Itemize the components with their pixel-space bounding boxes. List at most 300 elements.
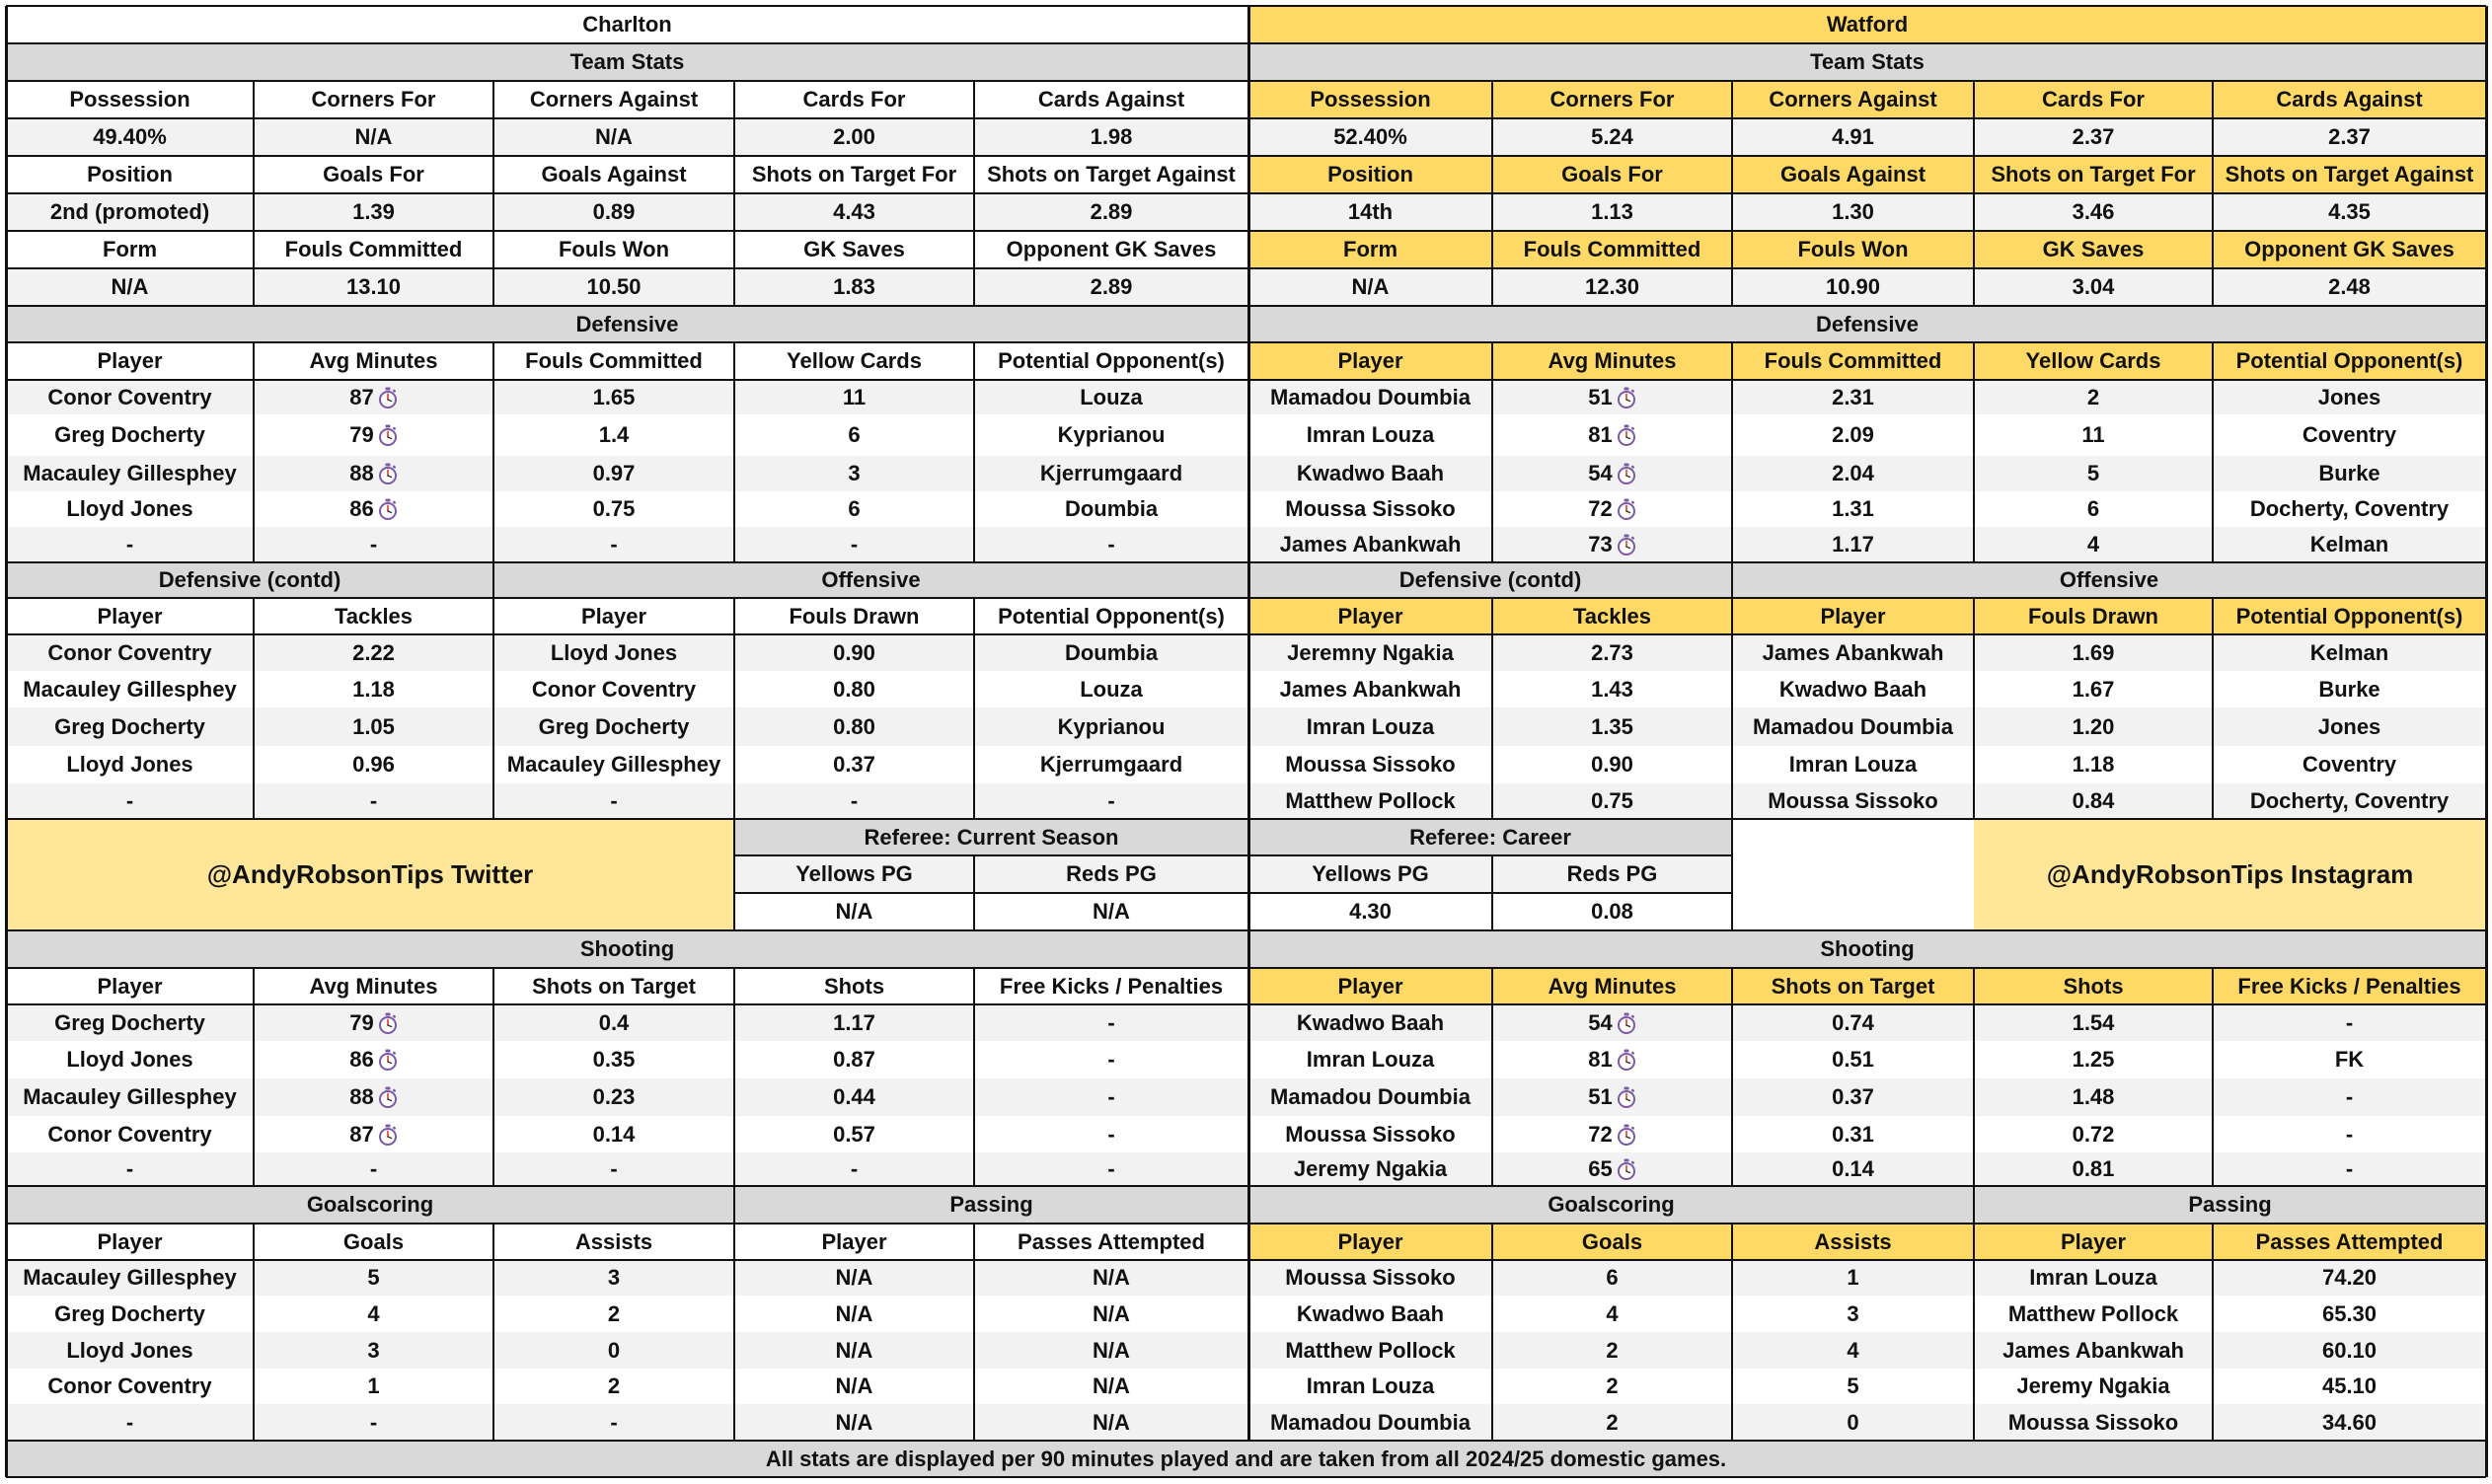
charlton-passing-cell-text: N/A <box>1093 1409 1130 1435</box>
watford-defensive-header-text: Yellow Cards <box>2025 348 2161 373</box>
grid-line <box>973 855 975 930</box>
charlton-goalscoring-cell-text: 5 <box>367 1265 380 1290</box>
charlton-passing-title-text: Passing <box>949 1192 1033 1217</box>
watford-passing-cell-text: Imran Louza <box>2029 1265 2157 1290</box>
watford-goalscoring-cell-text: Imran Louza <box>1306 1373 1435 1398</box>
watford-shooting-cell-text: - <box>2345 1009 2354 1035</box>
watford-defensive-contd-header <box>1492 598 1732 634</box>
charlton-passing-cell <box>974 1260 1248 1296</box>
grid-line <box>6 1476 2486 1478</box>
charlton-defensive-cell <box>493 456 734 491</box>
charlton-shooting-cell <box>974 1116 1248 1152</box>
charlton-defensive-contd-cell-text: 1.05 <box>352 713 395 739</box>
charlton-goalscoring-header <box>6 1224 254 1260</box>
watford-team-stat-label-text: Goals Against <box>1779 162 1926 186</box>
watford-defensive-cell-text: Burke <box>2318 461 2380 485</box>
watford-shooting-cell <box>1974 1152 2213 1186</box>
watford-defensive-cell-text: 81 <box>1588 422 1613 447</box>
charlton-shooting-cell <box>254 1004 493 1041</box>
grid-line <box>973 81 975 306</box>
grid-line <box>2212 968 2214 1186</box>
watford-shooting-cell <box>1248 1078 1492 1116</box>
grid-line <box>6 155 2486 157</box>
watford-defensive-cell <box>1248 380 1492 414</box>
watford-passing-cell-text: Jeremy Ngakia <box>2016 1373 2170 1398</box>
charlton-team-stat-value-text: N/A <box>354 124 393 149</box>
charlton-team-stat-value <box>6 118 254 156</box>
watford-defensive-cell <box>2213 380 2486 414</box>
watford-goalscoring-cell-text: 4 <box>1606 1300 1619 1326</box>
watford-offensive-cell <box>1732 746 1974 783</box>
watford-offensive-cell <box>1974 707 2213 746</box>
watford-team-stat-label <box>1248 231 1492 268</box>
watford-passing-cell-text: 74.20 <box>2321 1265 2378 1290</box>
charlton-passing-cell-text: N/A <box>1093 1265 1130 1290</box>
referee-current-header-text: Yellows PG <box>795 861 913 886</box>
charlton-team-stat-value <box>734 268 974 306</box>
grid-line <box>6 192 2486 194</box>
charlton-defensive-cell <box>974 456 1248 491</box>
charlton-shooting-cell-text: - <box>1107 1047 1115 1072</box>
grid-line <box>6 818 2486 820</box>
charlton-goalscoring-cell-text: - <box>125 1409 134 1435</box>
watford-shooting-title-text: Shooting <box>1820 936 1915 961</box>
watford-team-stat-value <box>1732 118 1974 156</box>
referee-career-value <box>1248 893 1492 930</box>
charlton-team-stat-value-text: 2nd (promoted) <box>49 199 210 224</box>
charlton-defensive-header-text: Avg Minutes <box>309 348 438 373</box>
charlton-team-stat-value-text: 2.89 <box>1090 199 1133 224</box>
watford-shooting-cell <box>1974 1041 2213 1078</box>
watford-defensive-cell <box>2213 527 2486 562</box>
watford-goalscoring-cell <box>1248 1369 1492 1404</box>
watford-defensive-cell-text: 1.17 <box>1832 532 1874 556</box>
grid-line <box>2212 81 2214 306</box>
watford-shooting-cell-text: Moussa Sissoko <box>1285 1121 1456 1147</box>
watford-offensive-cell-text: 1.67 <box>2072 676 2115 702</box>
charlton-goalscoring-cell <box>493 1369 734 1404</box>
referee-current-value <box>974 893 1248 930</box>
charlton-defensive-cell-text: 87 <box>349 384 374 409</box>
watford-shooting-cell <box>1492 1116 1732 1152</box>
stopwatch-icon <box>1617 534 1636 556</box>
referee-career-header-text: Reds PG <box>1566 861 1658 886</box>
grid-line <box>1491 855 1493 930</box>
watford-goalscoring-cell <box>1732 1332 1974 1369</box>
watford-offensive-cell-text: Jones <box>2317 713 2381 739</box>
watford-offensive-cell-text: 0.84 <box>2072 788 2115 813</box>
watford-passing-cell <box>1974 1296 2213 1332</box>
watford-team-stat-value <box>1974 118 2213 156</box>
footer-note <box>6 1441 2486 1477</box>
charlton-team-name-text: Charlton <box>582 12 672 37</box>
watford-defensive-header <box>1732 342 1974 380</box>
watford-offensive-header-text: Fouls Drawn <box>2027 603 2158 629</box>
charlton-team-stat-value-text: 10.50 <box>586 274 642 299</box>
charlton-defensive-cell-text: - <box>125 532 134 556</box>
grid-line <box>6 561 2486 563</box>
charlton-offensive-cell-text: - <box>610 788 618 813</box>
grid-line <box>492 342 494 562</box>
watford-offensive-cell-text: Kelman <box>2309 639 2389 665</box>
watford-goalscoring-header-text: Player <box>1337 1228 1403 1254</box>
charlton-offensive-title <box>493 562 1248 598</box>
watford-goalscoring-header <box>1492 1224 1732 1260</box>
footer-note-text: All stats are displayed per 90 minutes played and are taken from all 2024/25 domestic games. <box>765 1446 1727 1471</box>
watford-team-stat-label <box>1492 81 1732 118</box>
watford-team-stat-label <box>1492 156 1732 193</box>
charlton-team-stat-label-text: Form <box>103 237 157 261</box>
watford-offensive-cell <box>2213 634 2486 671</box>
charlton-passing-cell-text: N/A <box>1093 1300 1130 1326</box>
charlton-goalscoring-cell <box>254 1404 493 1441</box>
watford-shooting-cell <box>1492 1078 1732 1116</box>
watford-shooting-cell-text: 81 <box>1588 1047 1613 1072</box>
watford-defensive-header-text: Avg Minutes <box>1548 348 1677 373</box>
charlton-defensive-cell <box>734 380 974 414</box>
referee-current-title-text: Referee: Current Season <box>864 824 1119 850</box>
watford-team-stat-label-text: Cards For <box>2042 87 2145 111</box>
charlton-defensive-cell-text: Macauley Gillesphey <box>23 461 237 485</box>
watford-defensive-cell-text: 2.31 <box>1832 384 1874 409</box>
watford-shooting-cell-text: 65 <box>1588 1156 1613 1181</box>
watford-goalscoring-cell <box>1492 1369 1732 1404</box>
grid-line <box>253 1224 255 1441</box>
watford-defensive-cell <box>1492 380 1732 414</box>
watford-shooting-cell-text: 0.14 <box>1832 1156 1874 1181</box>
watford-team-stat-value-text: 2.48 <box>2328 274 2371 299</box>
watford-offensive-cell <box>1732 783 1974 819</box>
charlton-shooting-cell <box>734 1004 974 1041</box>
charlton-offensive-cell <box>734 707 974 746</box>
charlton-defensive-title-text: Defensive <box>575 311 679 336</box>
watford-shooting-cell <box>1492 1152 1732 1186</box>
charlton-shooting-cell-text: 0.23 <box>592 1084 636 1109</box>
watford-offensive-cell <box>1732 671 1974 707</box>
grid-line <box>973 1224 975 1441</box>
watford-offensive-cell <box>2213 783 2486 819</box>
watford-defensive-cell <box>1974 527 2213 562</box>
watford-defensive-header <box>2213 342 2486 380</box>
charlton-team-stats-title-text: Team Stats <box>569 49 685 74</box>
charlton-goalscoring-cell <box>254 1296 493 1332</box>
grid-line <box>6 230 2486 232</box>
charlton-defensive-cell-text: 6 <box>848 422 861 447</box>
watford-defensive-contd-cell <box>1248 634 1492 671</box>
watford-team-stat-value-text: 1.30 <box>1832 199 1874 224</box>
watford-shooting-cell-text: 1.25 <box>2072 1047 2115 1072</box>
watford-shooting-header <box>1974 968 2213 1004</box>
charlton-defensive-contd-cell <box>254 707 493 746</box>
referee-current-header <box>974 855 1248 893</box>
watford-team-stat-value <box>1974 268 2213 306</box>
charlton-offensive-cell <box>974 707 1248 746</box>
charlton-team-stat-label <box>6 156 254 193</box>
charlton-shooting-cell-text: - <box>1107 1121 1115 1147</box>
charlton-passing-cell-text: N/A <box>835 1300 873 1326</box>
charlton-shooting-cell <box>6 1152 254 1186</box>
charlton-offensive-cell <box>493 707 734 746</box>
watford-offensive-cell-text: Kwadwo Baah <box>1778 676 1927 702</box>
charlton-shooting-cell-text: - <box>369 1156 378 1181</box>
charlton-passing-cell <box>974 1404 1248 1441</box>
charlton-goalscoring-cell-text: 0 <box>607 1337 621 1363</box>
charlton-shooting-cell <box>254 1152 493 1186</box>
charlton-defensive-header <box>6 342 254 380</box>
charlton-team-stats-title <box>6 43 1248 81</box>
charlton-goalscoring-cell-text: Greg Docherty <box>54 1300 205 1326</box>
watford-shooting-cell-text: 0.72 <box>2072 1121 2115 1147</box>
charlton-defensive-contd-cell <box>6 707 254 746</box>
watford-shooting-cell <box>1974 1004 2213 1041</box>
charlton-team-stat-value <box>493 118 734 156</box>
watford-defensive-cell <box>1732 456 1974 491</box>
charlton-goalscoring-title <box>6 1186 734 1224</box>
watford-team-stat-value <box>1492 118 1732 156</box>
watford-team-stat-value-text: 1.13 <box>1591 199 1633 224</box>
charlton-defensive-cell <box>493 491 734 527</box>
charlton-shooting-cell-text: 0.14 <box>592 1121 636 1147</box>
watford-shooting-cell <box>2213 1116 2486 1152</box>
watford-shooting-cell-text: 54 <box>1588 1009 1613 1035</box>
charlton-passing-cell <box>734 1369 974 1404</box>
charlton-team-stat-label <box>734 81 974 118</box>
watford-defensive-contd-cell-text: Matthew Pollock <box>1285 788 1456 813</box>
charlton-team-stat-label <box>974 81 1248 118</box>
charlton-defensive-cell-text: 11 <box>842 384 867 409</box>
watford-team-stat-value-text: 3.04 <box>2072 274 2115 299</box>
charlton-defensive-contd-cell-text: 1.18 <box>352 676 395 702</box>
charlton-defensive-contd-cell <box>254 671 493 707</box>
charlton-defensive-header <box>974 342 1248 380</box>
charlton-shooting-cell-text: Greg Docherty <box>54 1009 205 1035</box>
charlton-defensive-contd-title-text: Defensive (contd) <box>158 567 341 592</box>
watford-goalscoring-cell <box>1732 1369 1974 1404</box>
watford-defensive-cell-text: Kelman <box>2309 532 2389 556</box>
watford-offensive-cell-text: Imran Louza <box>1788 752 1918 777</box>
watford-shooting-cell-text: 1.48 <box>2072 1084 2115 1109</box>
charlton-team-stat-value <box>734 193 974 231</box>
charlton-defensive-contd-cell-text: Macauley Gillesphey <box>23 676 237 702</box>
watford-defensive-contd-cell <box>1248 707 1492 746</box>
watford-shooting-cell <box>1732 1004 1974 1041</box>
watford-shooting-cell <box>1248 1041 1492 1078</box>
charlton-defensive-contd-cell-text: - <box>369 788 378 813</box>
charlton-passing-header <box>734 1224 974 1260</box>
grid-line <box>1491 1224 1493 1441</box>
stopwatch-icon <box>378 498 398 520</box>
watford-defensive-cell-text: 11 <box>2081 422 2105 447</box>
charlton-goalscoring-cell <box>6 1296 254 1332</box>
watford-defensive-cell <box>1248 491 1492 527</box>
grid-line <box>253 598 255 819</box>
charlton-defensive-cell <box>734 456 974 491</box>
watford-shooting-cell-text: 0.51 <box>1832 1047 1874 1072</box>
watford-shooting-cell <box>1492 1004 1732 1041</box>
charlton-passing-header-text: Player <box>821 1228 887 1254</box>
watford-defensive-cell-text: Coventry <box>2302 422 2397 447</box>
grid-line <box>1491 81 1493 306</box>
watford-shooting-header <box>1492 968 1732 1004</box>
watford-passing-cell-text: 65.30 <box>2321 1300 2378 1326</box>
watford-offensive-title-text: Offensive <box>2059 567 2159 592</box>
grid-line <box>6 1185 2486 1187</box>
charlton-passing-cell-text: N/A <box>835 1337 873 1363</box>
watford-shooting-cell <box>2213 1078 2486 1116</box>
watford-shooting-cell <box>1974 1078 2213 1116</box>
charlton-defensive-cell <box>974 380 1248 414</box>
watford-shooting-cell <box>1732 1041 1974 1078</box>
stopwatch-icon <box>378 1012 398 1034</box>
charlton-team-stat-label <box>493 231 734 268</box>
watford-team-stat-label-text: Shots on Target Against <box>2225 162 2474 186</box>
watford-goalscoring-cell <box>1248 1404 1492 1441</box>
watford-offensive-header <box>1732 598 1974 634</box>
watford-passing-title-text: Passing <box>2188 1192 2272 1217</box>
watford-team-stat-label <box>1248 156 1492 193</box>
charlton-shooting-cell-text: 87 <box>349 1121 374 1147</box>
charlton-goalscoring-cell <box>6 1260 254 1296</box>
charlton-defensive-cell-text: 6 <box>848 496 861 521</box>
watford-goalscoring-cell-text: Matthew Pollock <box>1285 1337 1456 1363</box>
charlton-defensive-cell-text: - <box>610 532 618 556</box>
grid-line <box>1731 342 1733 562</box>
watford-passing-cell-text: James Abankwah <box>2002 1337 2184 1363</box>
charlton-goalscoring-title-text: Goalscoring <box>306 1192 434 1217</box>
watford-defensive-contd-cell <box>1492 671 1732 707</box>
watford-defensive-cell <box>1974 414 2213 456</box>
watford-team-stat-label <box>1974 231 2213 268</box>
referee-career-title-text: Referee: Career <box>1409 824 1571 850</box>
watford-defensive-contd-title-text: Defensive (contd) <box>1398 567 1582 592</box>
watford-goalscoring-header-text: Assists <box>1814 1228 1892 1254</box>
charlton-defensive-cell <box>974 414 1248 456</box>
watford-goalscoring-cell-text: 6 <box>1606 1265 1619 1290</box>
charlton-defensive-contd-header-text: Tackles <box>334 603 414 629</box>
watford-defensive-cell <box>1492 491 1732 527</box>
charlton-defensive-header-text: Fouls Committed <box>525 348 703 373</box>
watford-defensive-contd-cell-text: 1.35 <box>1591 713 1633 739</box>
grid-line <box>6 1440 2486 1442</box>
charlton-team-stat-label-text: Shots on Target For <box>751 162 957 186</box>
watford-team-stat-label <box>1974 156 2213 193</box>
watford-team-stat-value-text: 2.37 <box>2072 124 2115 149</box>
charlton-shooting-cell-text: - <box>1107 1084 1115 1109</box>
watford-defensive-cell-text: Imran Louza <box>1306 422 1435 447</box>
charlton-passing-cell <box>734 1404 974 1441</box>
watford-team-stat-value <box>2213 118 2486 156</box>
grid-line <box>253 968 255 1186</box>
charlton-defensive-cell <box>254 491 493 527</box>
charlton-offensive-cell-text: Louza <box>1080 676 1143 702</box>
watford-goalscoring-cell-text: 2 <box>1606 1337 1619 1363</box>
watford-defensive-title-text: Defensive <box>1816 311 1919 336</box>
charlton-goalscoring-cell-text: 4 <box>367 1300 380 1326</box>
watford-team-stat-label <box>1974 81 2213 118</box>
charlton-defensive-contd-header <box>254 598 493 634</box>
charlton-goalscoring-header <box>254 1224 493 1260</box>
charlton-goalscoring-cell-text: 2 <box>607 1373 621 1398</box>
charlton-team-stat-value <box>974 193 1248 231</box>
charlton-defensive-cell-text: 1.65 <box>592 384 636 409</box>
watford-shooting-cell-text: 0.81 <box>2072 1156 2115 1181</box>
watford-defensive-title <box>1248 306 2486 342</box>
watford-defensive-contd-cell <box>1492 783 1732 819</box>
watford-defensive-contd-cell <box>1248 746 1492 783</box>
stopwatch-icon <box>378 1086 398 1108</box>
watford-offensive-cell <box>2213 671 2486 707</box>
charlton-team-stat-label-text: Cards Against <box>1037 87 1185 111</box>
grid-line <box>733 598 735 819</box>
charlton-shooting-title-text: Shooting <box>579 936 675 961</box>
charlton-team-stat-label-text: GK Saves <box>803 237 905 261</box>
charlton-team-stat-label <box>254 231 493 268</box>
charlton-passing-title <box>734 1186 1248 1224</box>
charlton-team-stat-label-text: Corners For <box>311 87 436 111</box>
watford-defensive-contd-cell <box>1248 671 1492 707</box>
watford-team-stat-label-text: Goals For <box>1561 162 1663 186</box>
grid-line <box>6 633 2486 635</box>
charlton-goalscoring-cell-text: 3 <box>607 1265 621 1290</box>
watford-shooting-cell-text: Imran Louza <box>1306 1047 1435 1072</box>
watford-shooting-header <box>1732 968 1974 1004</box>
stopwatch-icon <box>378 387 398 408</box>
charlton-shooting-cell <box>254 1041 493 1078</box>
grid-line <box>1973 598 1975 819</box>
watford-team-stat-label-text: GK Saves <box>2042 237 2145 261</box>
watford-shooting-header-text: Shots on Target <box>1771 973 1935 999</box>
grid-line <box>5 6 8 1477</box>
charlton-defensive-contd-cell <box>6 746 254 783</box>
watford-team-name-text: Watford <box>1826 12 1909 37</box>
watford-shooting-cell <box>1974 1116 2213 1152</box>
charlton-shooting-cell-text: 0.35 <box>592 1047 636 1072</box>
charlton-defensive-cell-text: 88 <box>349 461 374 485</box>
stopwatch-icon <box>1617 1124 1636 1146</box>
charlton-passing-cell-text: N/A <box>1093 1337 1130 1363</box>
watford-shooting-cell <box>1492 1041 1732 1078</box>
charlton-shooting-cell-text: - <box>610 1156 618 1181</box>
charlton-goalscoring-header-text: Assists <box>574 1228 653 1254</box>
charlton-goalscoring-cell <box>6 1332 254 1369</box>
charlton-defensive-cell-text: Greg Docherty <box>54 422 205 447</box>
charlton-offensive-cell-text: 0.80 <box>833 676 875 702</box>
grid-line <box>1491 598 1493 819</box>
watford-team-stat-label-text: Position <box>1327 162 1413 186</box>
watford-defensive-cell-text: 1.31 <box>1832 496 1874 521</box>
watford-defensive-cell <box>1974 491 2213 527</box>
watford-defensive-cell <box>1732 414 1974 456</box>
charlton-shooting-cell <box>6 1078 254 1116</box>
charlton-team-stat-value <box>974 268 1248 306</box>
charlton-offensive-cell <box>974 634 1248 671</box>
watford-goalscoring-cell-text: 2 <box>1606 1373 1619 1398</box>
instagram-promo <box>1974 819 2486 930</box>
grid-line <box>253 81 255 306</box>
watford-goalscoring-title <box>1248 1186 1974 1224</box>
charlton-goalscoring-cell <box>254 1369 493 1404</box>
watford-defensive-contd-cell-text: 0.75 <box>1591 788 1633 813</box>
watford-team-stats-title-text: Team Stats <box>1810 49 1925 74</box>
charlton-goalscoring-cell <box>254 1332 493 1369</box>
watford-offensive-cell <box>1732 707 1974 746</box>
watford-team-stat-value <box>1492 268 1732 306</box>
watford-defensive-cell <box>1492 456 1732 491</box>
referee-current-header <box>734 855 974 893</box>
watford-defensive-contd-cell <box>1492 746 1732 783</box>
watford-shooting-cell-text: - <box>2345 1084 2354 1109</box>
grid-line <box>733 968 735 1186</box>
